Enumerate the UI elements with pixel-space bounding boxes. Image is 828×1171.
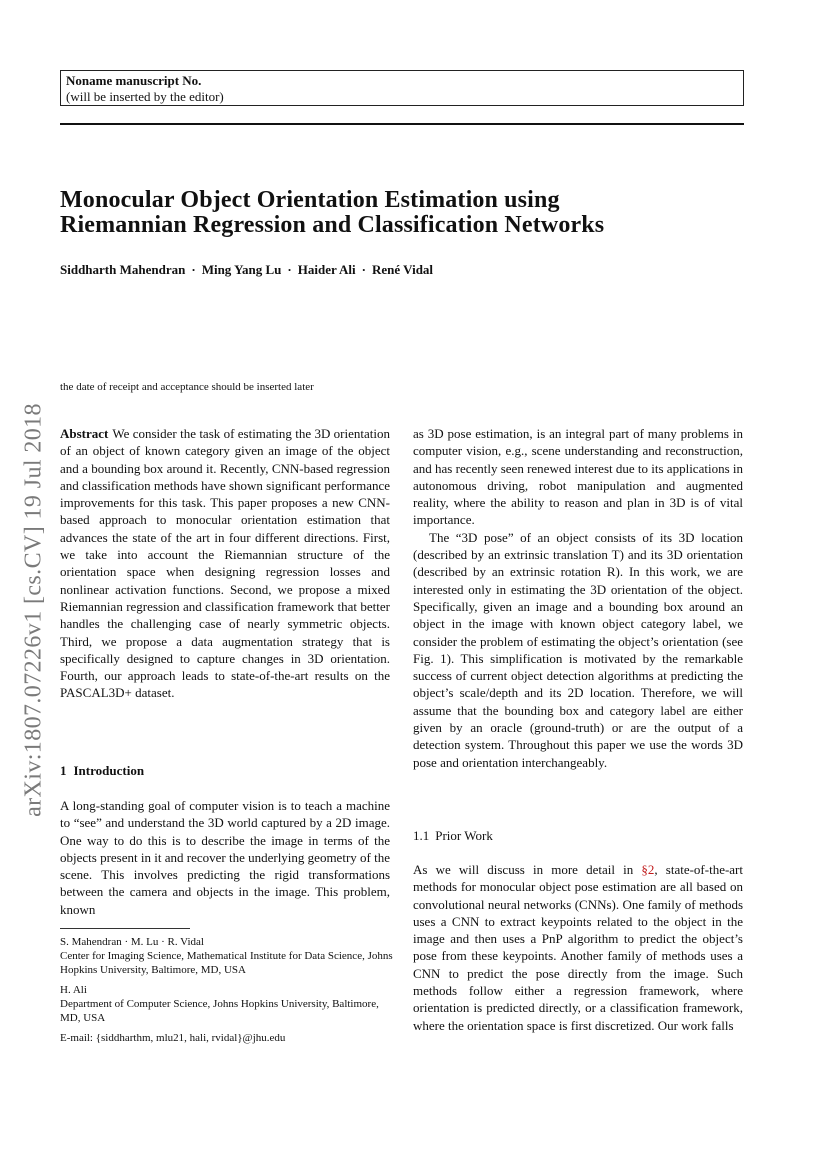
- right-column-top: [413, 425, 743, 771]
- manuscript-box: [60, 70, 744, 106]
- author-name: Haider Ali: [297, 262, 356, 277]
- intro-text: A long-standing goal of computer vision is to teach a machine to “see” and understand the 3D world captured by a 2D image. One way to do this is to describe the image in terms of the objects present in it and recover the underlying geometry of the scene. This involves predicting the rigid transformations between the camera and objects in the image. This problem, known: [60, 798, 390, 917]
- intro-paragraph-2: The “3D pose” of an object consists of its 3D location (described by an extrinsic translation T) and its 3D orientation (described by an extrinsic rotation R). In this work, we are interested only in estimating the 3D orientation of the object. Specifically, given an image and a bounding box around an object in the image with known object category label, we consider the problem of estimating the object’s orientation (see Fig. 1). This simplification is motivated by the remarkable success of current object detection algorithms at predicting the object’s scale/depth and its 2D location. Therefore, we will assume that the bounding box and category label are either given by an oracle (ground-truth) or are the output of a detection system. Throughout this paper we use the words 3D pose and orientation interchangeably.: [413, 529, 743, 770]
- footnote-affil-1: [60, 935, 395, 977]
- arxiv-stamp-text: arXiv:1807.07226v1 [cs.CV] 19 Jul 2018: [20, 403, 47, 817]
- subsection-heading: [413, 828, 493, 844]
- abstract-label: Abstract: [60, 426, 109, 441]
- footnote-names: H. Ali: [60, 984, 87, 996]
- intro-paragraph-1-part-a: [60, 797, 390, 918]
- footnote-affiliation: Center for Imaging Science, Mathematical Institute for Data Science, Johns Hopkins University, Baltimore, MD, USA: [60, 950, 393, 976]
- author-separator: ·: [191, 262, 196, 277]
- footnote-affil-2: [60, 983, 395, 1025]
- author-name: Siddharth Mahendran: [60, 262, 186, 277]
- section-link[interactable]: §2: [641, 862, 655, 877]
- author-separator: ·: [361, 262, 366, 277]
- footnote-email: E-mail: {siddharthm, mlu21, hali, rvidal}@jhu.edu: [60, 1032, 286, 1044]
- abstract-text: We consider the task of estimating the 3D orientation of an object of known category given an image of the object and a bounding box around it. Recently, CNN-based regression and classification methods have shown significant performance improvements for this task. This paper proposes a new CNN-based approach to monocular orientation estimation that advances the state of the art in four different directions. First, we take into account the Riemannian structure of the orientation space when designing regression losses and nonlinear activation functions. Second, we propose a mixed Riemannian regression and classification framework that better handles the challenging case of nearly symmetric objects. Third, we propose a data augmentation strategy that is specifically designed to capture changes in 3D orientation. Fourth, our approach leads to state-of-the-art results on the PASCAL3D+ dataset.: [60, 426, 390, 701]
- author-name: Ming Yang Lu: [201, 262, 282, 277]
- footnote-names: S. Mahendran · M. Lu · R. Vidal: [60, 936, 204, 948]
- prior-work-text-cont: , state-of-the-art methods for monocular object pose estimation are all based on convolutional neural networks (CNNs). One family of methods uses a CNN to extract keypoints related to the object in the image and then uses a PnP algorithm to predict the object’s pose from these keypoints. Another family of methods uses a CNN to predict the pose directly from the image. Such methods follow either a regression framework, where orientation is predicted directly, or a classification framework, where the orientation space is first discretized. Our work falls: [413, 862, 744, 1033]
- subsection-number: 1.1: [413, 828, 430, 843]
- title-line-1: Monocular Object Orientation Estimation using: [60, 187, 560, 213]
- footnote-rule: [60, 928, 190, 929]
- intro-text-continued: as 3D pose estimation, is an integral part of many problems in computer vision, e.g., scene understanding and reconstruction, and has recently seen renewed interest due to its applications in autonomous driving, robot manipulation and augmented reality, where the ability to reason and plan in 3D is of vital importance.: [413, 426, 743, 528]
- footnote-affiliation: Department of Computer Science, Johns Hopkins University, Baltimore, MD, USA: [60, 998, 379, 1024]
- editor-note: (will be inserted by the editor): [66, 89, 224, 104]
- prior-work-text: As we will discuss in more detail in: [413, 862, 642, 877]
- receipt-note: the date of receipt and acceptance should be inserted later: [60, 381, 314, 393]
- subsection-title: Prior Work: [435, 828, 493, 843]
- manuscript-label: Noname manuscript No.: [66, 73, 202, 88]
- footnotes: [60, 935, 395, 1051]
- section-heading: [60, 763, 144, 779]
- section-title: Introduction: [73, 763, 145, 778]
- author-separator: ·: [287, 262, 292, 277]
- arxiv-stamp: [20, 375, 48, 845]
- abstract: [60, 425, 390, 702]
- paper-title: [60, 188, 750, 238]
- title-line-2: Riemannian Regression and Classification Networks: [60, 212, 605, 238]
- author-list: [60, 262, 433, 278]
- prior-work-paragraph: [413, 861, 743, 1034]
- section-number: 1: [60, 763, 67, 778]
- header-rule: [60, 123, 744, 125]
- author-name: René Vidal: [372, 262, 434, 277]
